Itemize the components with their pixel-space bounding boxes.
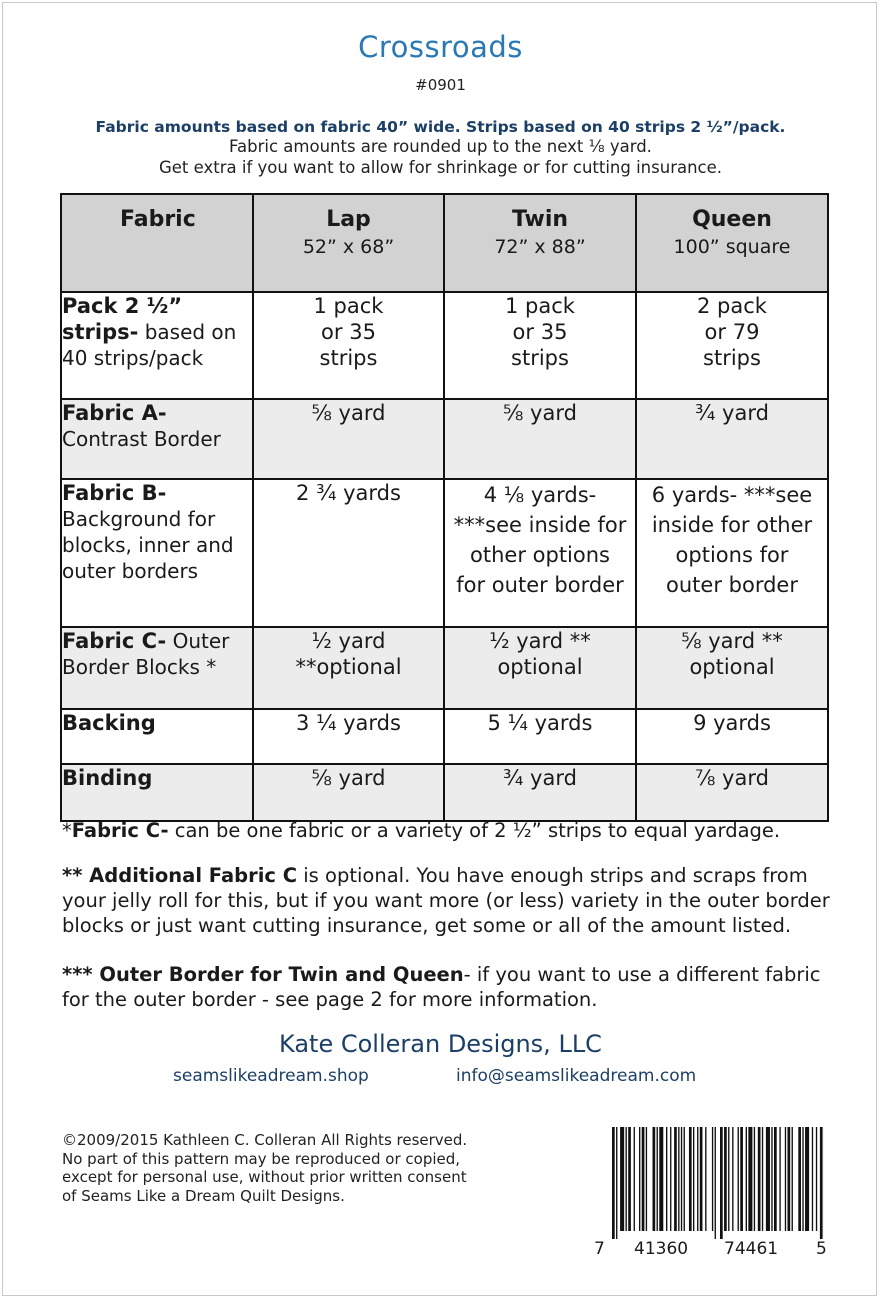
cell-queen: ⅞ yard	[636, 764, 828, 821]
barcode-digit-left: 7	[594, 1239, 605, 1259]
note-fabric-c: *Fabric C- can be one fabric or a variety of 2 ½” strips to equal yardage.	[62, 819, 781, 842]
cell-twin: ½ yard ** optional	[444, 627, 636, 709]
fabric-requirements-table	[60, 193, 829, 822]
intro-line-2: Fabric amounts are rounded up to the next ⅛ yard.	[229, 137, 652, 156]
cell-twin: 1 pack or 35 strips	[444, 292, 636, 399]
copyright-notice: ©2009/2015 Kathleen C. Colleran All Rights reserved. No part of this pattern may be reproduced or copied, except for personal use, without prior written consent of Seams Like a Dream Quilt Designs.	[62, 1131, 468, 1205]
cell-queen: ¾ yard	[636, 399, 828, 479]
cell-twin: ⅝ yard	[444, 399, 636, 479]
table-row	[61, 479, 828, 627]
header-twin-size: 72” x 88”	[494, 236, 586, 258]
cell-lap: ½ yard **optional	[253, 627, 444, 709]
row-label: Fabric C- Outer Border Blocks *	[61, 627, 253, 709]
row-label: Binding	[61, 764, 253, 821]
header-queen-size: 100” square	[673, 236, 791, 258]
cell-twin: 4 ⅛ yards- ***see inside for other options for outer border	[444, 479, 636, 627]
barcode	[594, 1127, 828, 1267]
header-queen: Queen 100” square	[636, 194, 828, 292]
cell-lap: 1 pack or 35 strips	[253, 292, 444, 399]
pattern-number: #0901	[415, 76, 466, 94]
cell-twin: 5 ¼ yards	[444, 709, 636, 764]
table-row	[61, 709, 828, 764]
cell-queen: 6 yards- ***see inside for other options for outer border	[636, 479, 828, 627]
cell-lap: 3 ¼ yards	[253, 709, 444, 764]
cell-lap: ⅝ yard	[253, 764, 444, 821]
row-label: Fabric B- Background for blocks, inner and outer borders	[61, 479, 253, 627]
header-lap: Lap 52” x 68”	[253, 194, 444, 292]
table-row	[61, 764, 828, 821]
row-label: Pack 2 ½” strips- based on 40 strips/pack	[61, 292, 253, 399]
website-link[interactable]: seamslikeadream.shop	[173, 1066, 369, 1086]
email-link[interactable]: info@seamslikeadream.com	[456, 1066, 697, 1086]
company-name: Kate Colleran Designs, LLC	[279, 1030, 602, 1058]
row-label: Fabric A- Contrast Border	[61, 399, 253, 479]
intro-block	[0, 118, 881, 178]
cell-lap: ⅝ yard	[253, 399, 444, 479]
row-label: Backing	[61, 709, 253, 764]
header-fabric: Fabric	[61, 194, 253, 292]
cell-queen: ⅝ yard ** optional	[636, 627, 828, 709]
intro-line-3: Get extra if you want to allow for shrinkage or for cutting insurance.	[158, 158, 723, 177]
intro-bold-line: Fabric amounts based on fabric 40” wide. Strips based on 40 strips 2 ½”/pack.	[95, 118, 786, 136]
pattern-title: Crossroads	[358, 30, 523, 64]
note-outer-border: *** Outer Border for Twin and Queen- if you want to use a different fabric for the outer border - see page 2 for more information.	[62, 963, 821, 1011]
barcode-group-1: 41360	[634, 1239, 689, 1259]
barcode-group-2: 74461	[724, 1239, 779, 1259]
table-row	[61, 627, 828, 709]
header-twin: Twin 72” x 88”	[444, 194, 636, 292]
cell-lap: 2 ¾ yards	[253, 479, 444, 627]
note-additional-fabric-c: ** Additional Fabric C is optional. You have enough strips and scraps from your jelly roll for this, but if you want more (or less) variety in the outer border blocks or just want cutting insurance, get some or all of the amount listed.	[62, 864, 830, 937]
cell-queen: 2 pack or 79 strips	[636, 292, 828, 399]
barcode-bars-icon	[612, 1127, 824, 1239]
cell-queen: 9 yards	[636, 709, 828, 764]
table-header-row	[61, 194, 828, 292]
barcode-digit-right: 5	[816, 1239, 827, 1259]
header-lap-size: 52” x 68”	[302, 236, 395, 258]
table-row	[61, 292, 828, 399]
cell-twin: ¾ yard	[444, 764, 636, 821]
table-row	[61, 399, 828, 479]
